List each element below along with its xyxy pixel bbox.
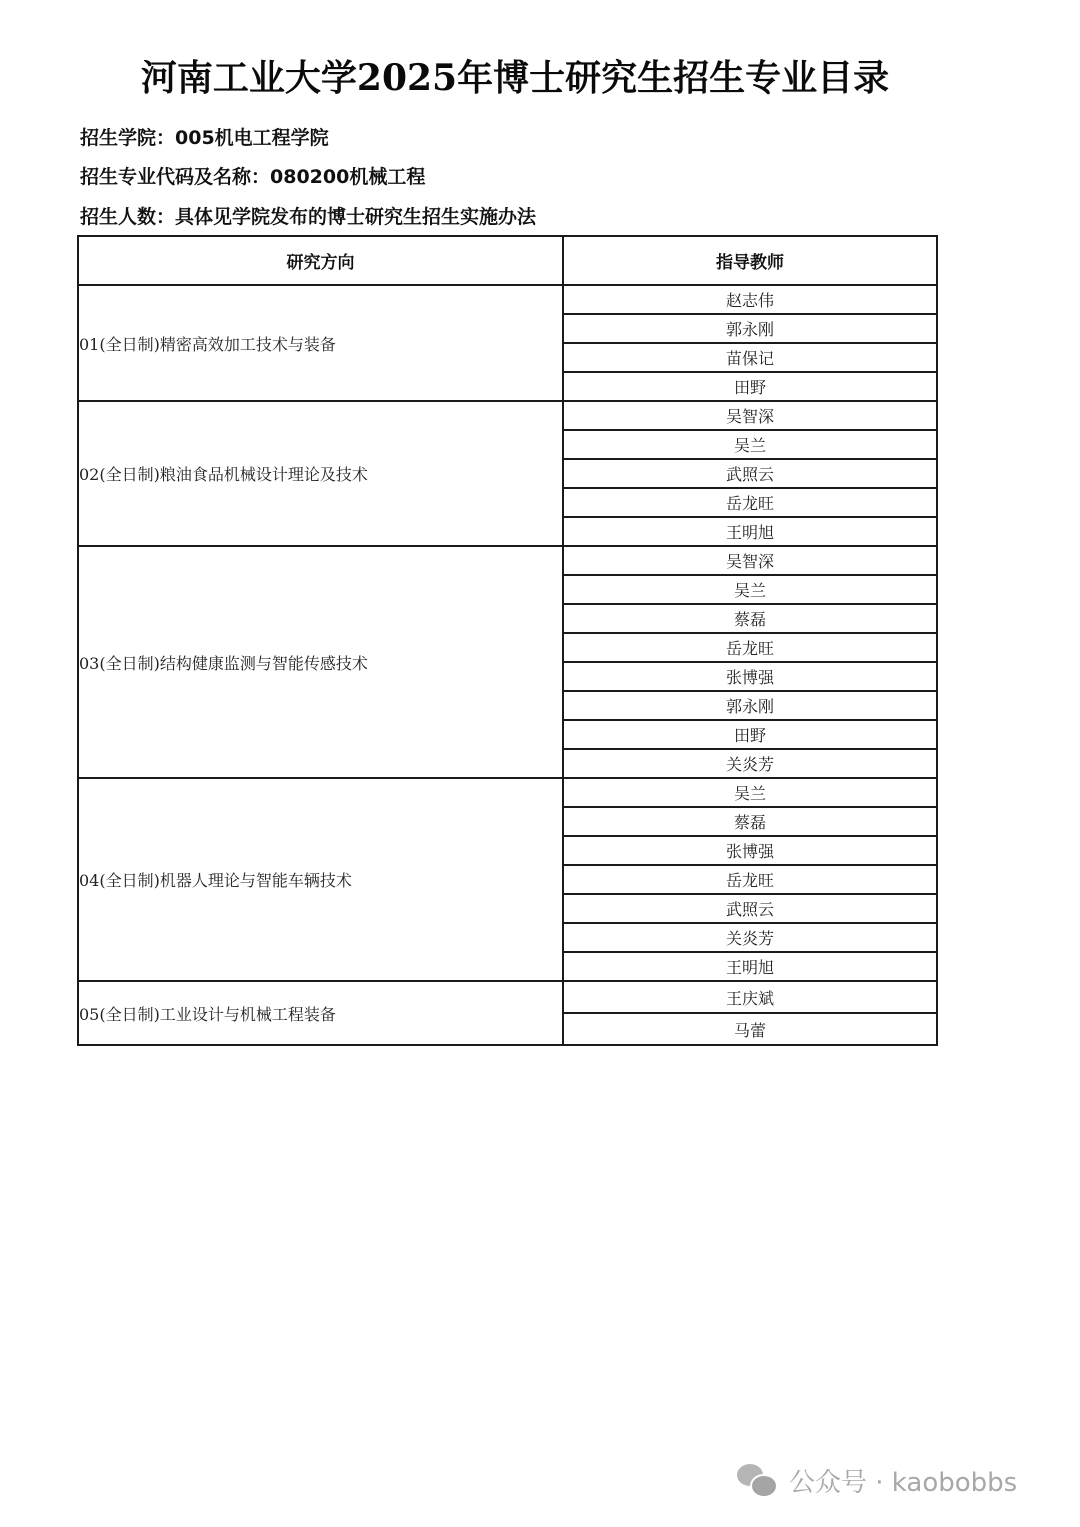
- table-header-row: [78, 236, 937, 285]
- research-direction-cell: 02(全日制)粮油食品机械设计理论及技术: [78, 401, 563, 546]
- advisor-cell: 岳龙旺: [563, 488, 937, 517]
- research-direction-cell: 05(全日制)工业设计与机械工程装备: [78, 981, 563, 1045]
- advisor-cell: 苗保记: [563, 343, 937, 372]
- advisor-cell: 岳龙旺: [563, 865, 937, 894]
- advisor-cell: 赵志伟: [563, 285, 937, 314]
- research-direction-cell: 01(全日制)精密高效加工技术与装备: [78, 285, 563, 401]
- research-direction-cell: 03(全日制)结构健康监测与智能传感技术: [78, 546, 563, 778]
- advisor-cell: 郭永刚: [563, 691, 937, 720]
- watermark-text: 公众号 · kaobobbs: [789, 1468, 1018, 1498]
- table-row: [78, 981, 937, 1013]
- advisor-cell: 关炎芳: [563, 749, 937, 778]
- advisor-cell: 吴智深: [563, 546, 937, 575]
- page-title: 河南工业大学2025年博士研究生招生专业目录: [140, 57, 890, 99]
- advisor-cell: 张博强: [563, 836, 937, 865]
- advisor-cell: 武照云: [563, 894, 937, 923]
- advisor-cell: 田野: [563, 372, 937, 401]
- advisor-cell: 关炎芳: [563, 923, 937, 952]
- advisor-cell: 王庆斌: [563, 981, 937, 1013]
- advisor-cell: 蔡磊: [563, 604, 937, 633]
- advisor-cell: 蔡磊: [563, 807, 937, 836]
- advisor-cell: 吴兰: [563, 575, 937, 604]
- catalog-table: [77, 235, 938, 1046]
- advisor-cell: 武照云: [563, 459, 937, 488]
- table-row: [78, 546, 937, 575]
- advisor-cell: 田野: [563, 720, 937, 749]
- header-direction: 研究方向: [78, 236, 563, 285]
- wechat-icon: [737, 1464, 777, 1498]
- advisor-cell: 马蕾: [563, 1013, 937, 1045]
- header-advisor: 指导教师: [563, 236, 937, 285]
- table-row: [78, 401, 937, 430]
- advisor-cell: 王明旭: [563, 952, 937, 981]
- watermark: [737, 1462, 1017, 1499]
- college-line: 招生学院：005机电工程学院: [80, 127, 329, 149]
- advisor-cell: 吴兰: [563, 778, 937, 807]
- table-row: [78, 285, 937, 314]
- advisor-cell: 吴智深: [563, 401, 937, 430]
- major-line: 招生专业代码及名称：080200机械工程: [80, 166, 426, 188]
- advisor-cell: 郭永刚: [563, 314, 937, 343]
- advisor-cell: 王明旭: [563, 517, 937, 546]
- enrollment-line: 招生人数：具体见学院发布的博士研究生招生实施办法: [80, 206, 537, 228]
- advisor-cell: 吴兰: [563, 430, 937, 459]
- advisor-cell: 张博强: [563, 662, 937, 691]
- research-direction-cell: 04(全日制)机器人理论与智能车辆技术: [78, 778, 563, 981]
- table-row: [78, 778, 937, 807]
- advisor-cell: 岳龙旺: [563, 633, 937, 662]
